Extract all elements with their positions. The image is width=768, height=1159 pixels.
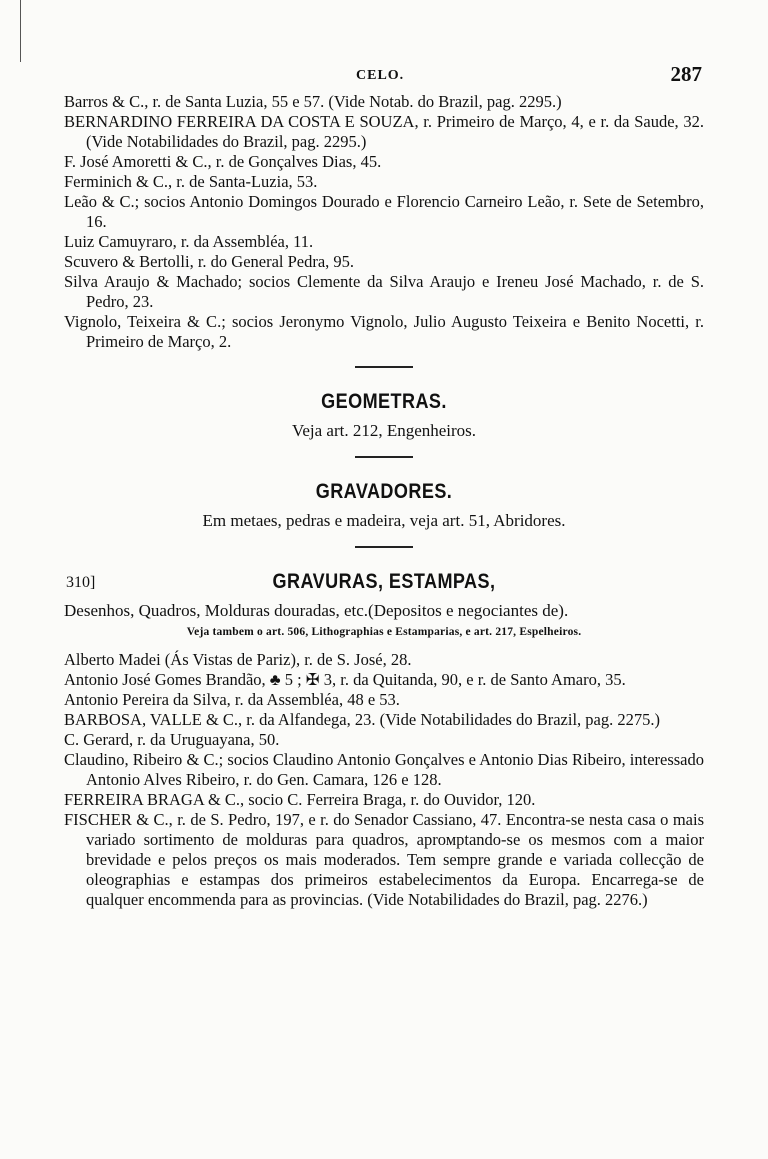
list-item: Scuvero & Bertolli, r. do General Pedra, 95. <box>64 252 355 271</box>
list-item: Barros & C., r. de Santa Luzia, 55 e 57. (Vide Notab. do Brazil, pag. 2295.) <box>64 92 562 111</box>
list-item: Claudino, Ribeiro & C.; socios Claudino Antonio Gonçalves e Antonio Dias Ribeiro, interessado Antonio Alves Ribeiro, r. do Gen. Camara, 126 e 128. <box>64 750 704 789</box>
list-item: Alberto Madei (Ás Vistas de Pariz), r. de S. José, 28. <box>64 650 412 669</box>
section-note-geometras: Veja art. 212, Engenheiros. <box>291 421 477 440</box>
page <box>64 62 704 910</box>
section-title-gravadores: GRAVADORES. <box>315 480 453 503</box>
celo-entries <box>64 92 704 352</box>
section-note-gravadores: Em metaes, pedras e madeira, veja art. 51, Abridores. <box>202 511 566 530</box>
section-title-geometras: GEOMETRAS. <box>321 390 447 413</box>
section-divider <box>355 546 413 548</box>
list-item: F. José Amoretti & C., r. de Gonçalves Dias, 45. <box>64 152 382 171</box>
section-divider <box>355 366 413 368</box>
see-also-note: Veja tambem o art. 506, Lithographias e Estamparias, e art. 217, Espelheiros. <box>186 626 582 638</box>
list-item: FERREIRA BRAGA & C., socio C. Ferreira Braga, r. do Ouvidor, 120. <box>64 790 536 809</box>
list-item: Antonio Pereira da Silva, r. da Assembléa, 48 e 53. <box>64 690 400 709</box>
list-item: Vignolo, Teixeira & C.; socios Jeronymo Vignolo, Julio Augusto Teixeira e Benito Nocetti, r. Primeiro de Março, 2. <box>64 312 704 351</box>
running-head <box>64 62 704 92</box>
list-item: Silva Araujo & Machado; socios Clemente da Silva Araujo e Ireneu José Machado, r. de S. Pedro, 23. <box>64 272 704 311</box>
section-subtitle: Desenhos, Quadros, Molduras douradas, etc.(Depositos e negociantes de). <box>64 601 569 620</box>
list-item: Luiz Camuyraro, r. da Assembléa, 11. <box>64 232 314 251</box>
list-item: BARBOSA, VALLE & C., r. da Alfandega, 23. (Vide Notabilidades do Brazil, pag. 2275.) <box>64 710 660 729</box>
section-title-gravuras: GRAVURAS, ESTAMPAS, <box>272 570 496 593</box>
list-item: Leão & C.; socios Antonio Domingos Dourado e Florencio Carneiro Leão, r. Sete de Setembro, 16. <box>64 192 704 231</box>
list-item: Antonio José Gomes Brandão, ♣ 5 ; ✠ 3, r. da Quitanda, 90, e r. de Santo Amaro, 35. <box>64 670 626 689</box>
section-head-gravuras <box>64 570 704 600</box>
running-head-title: CELO. <box>356 68 405 83</box>
section-divider <box>355 456 413 458</box>
list-item: FISCHER & C., r. de S. Pedro, 197, e r. do Senador Cassiano, 47. Encontra-se nesta casa o mais variado sortimento de molduras para quadros, aprомptando-se os mesmos com a maior brevidade e pelos preços os mais moderados. Tem sempre grande e variada collecção de oleographias e estampas dos primeiros estabelecimentos da Europa. Encarrega-se de qualquer encommenda para as provincias. (Vide Notabilidades do Brazil, pag. 2276.) <box>64 810 704 909</box>
list-item: BERNARDINO FERREIRA DA COSTA E SOUZA, r. Primeiro de Março, 4, e r. da Saude, 32. (Vide Notabilidades do Brazil, pag. 2295.) <box>64 112 704 151</box>
gravuras-entries <box>64 650 704 910</box>
section-number: 310] <box>66 574 96 591</box>
list-item: C. Gerard, r. da Uruguayana, 50. <box>64 730 280 749</box>
list-item: Ferminich & C., r. de Santa-Luzia, 53. <box>64 172 318 191</box>
page-number: 287 <box>670 62 702 86</box>
margin-rule <box>20 0 21 62</box>
